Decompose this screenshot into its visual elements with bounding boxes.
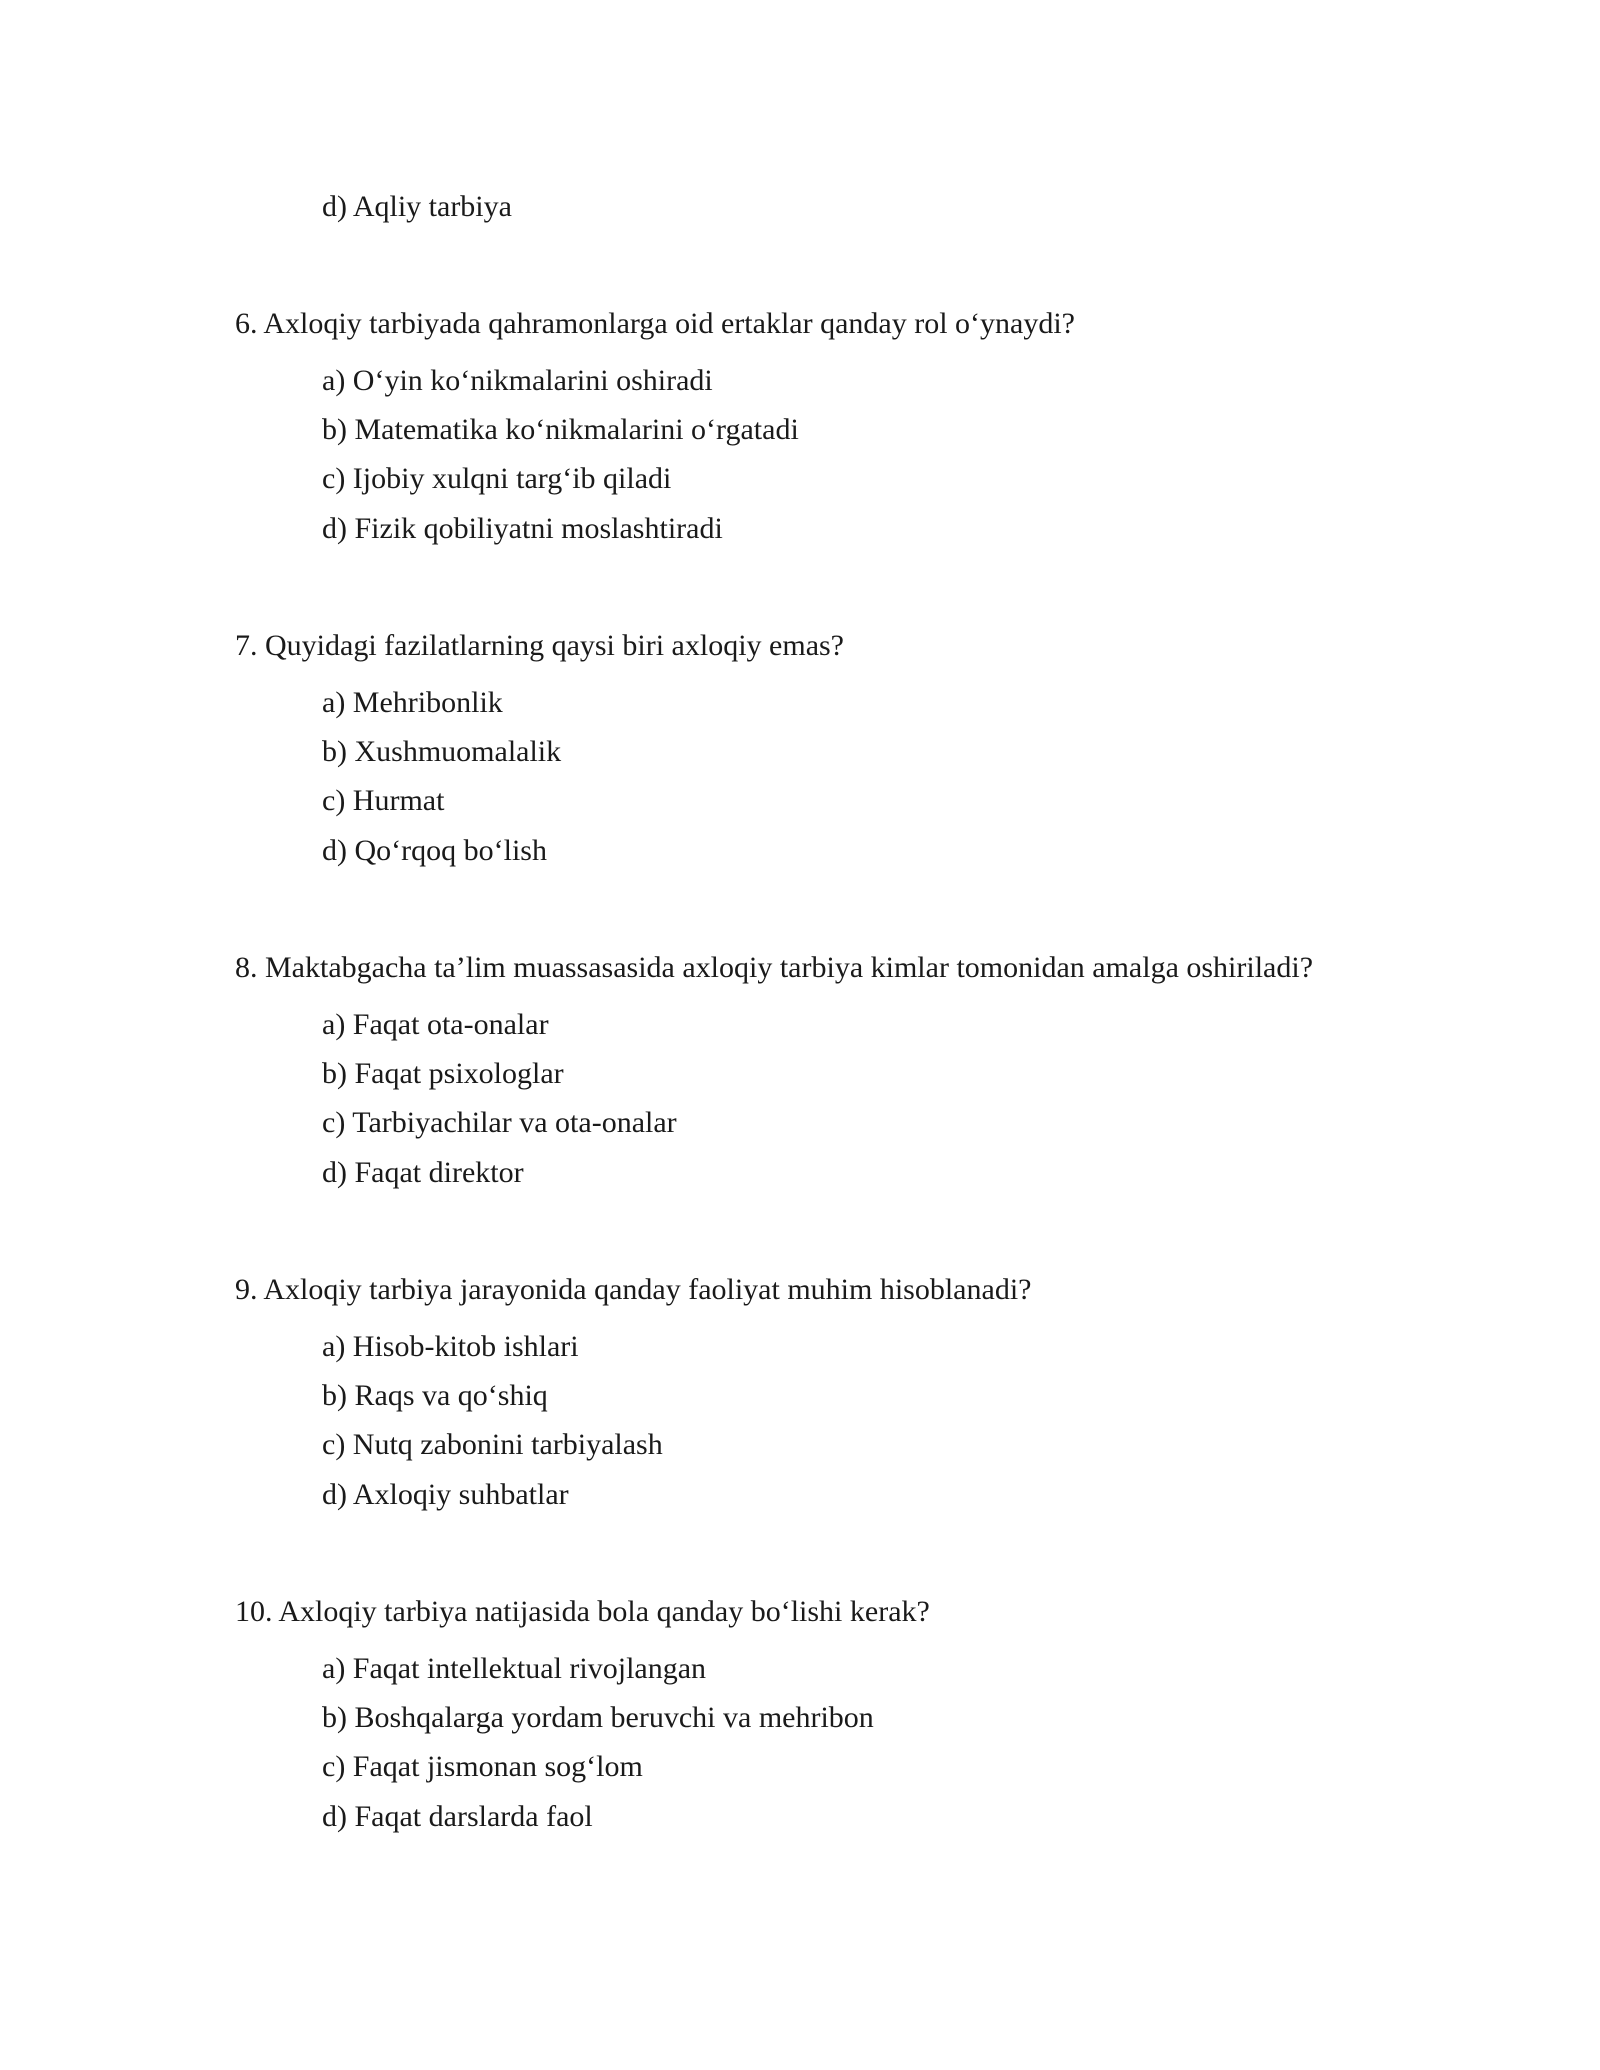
answer-option: d) Aqliy tarbiya: [322, 190, 512, 223]
question-text: 7. Quyidagi fazilatlarning qaysi biri axloqiy emas?: [235, 629, 844, 662]
answer-option: d) Axloqiy suhbatlar: [322, 1478, 569, 1511]
answer-option: c) Nutq zabonini tarbiyalash: [322, 1428, 663, 1461]
answer-option: a) Hisob-kitob ishlari: [322, 1330, 579, 1363]
answer-option: d) Fizik qobiliyatni moslashtiradi: [322, 512, 723, 545]
answer-option: a) Mehribonlik: [322, 686, 503, 719]
answer-option: a) Faqat ota-onalar: [322, 1008, 549, 1041]
question-text: 6. Axloqiy tarbiyada qahramonlarga oid ertaklar qanday rol o‘ynaydi?: [235, 307, 1075, 340]
answer-option: a) Faqat intellektual rivojlangan: [322, 1652, 707, 1685]
answer-option: d) Qo‘rqoq bo‘lish: [322, 834, 547, 867]
answer-option: b) Matematika ko‘nikmalarini o‘rgatadi: [322, 413, 799, 446]
question-text: 8. Maktabgacha ta’lim muassasasida axloqiy tarbiya kimlar tomonidan amalga oshiriladi?: [235, 951, 1314, 984]
answer-option: c) Hurmat: [322, 784, 445, 817]
question-text: 10. Axloqiy tarbiya natijasida bola qanday bo‘lishi kerak?: [235, 1595, 930, 1628]
answer-option: d) Faqat darslarda faol: [322, 1800, 593, 1833]
answer-option: b) Faqat psixologlar: [322, 1057, 564, 1090]
answer-option: a) O‘yin ko‘nikmalarini oshiradi: [322, 364, 713, 397]
answer-option: b) Boshqalarga yordam beruvchi va mehribon: [322, 1701, 874, 1734]
answer-option: b) Raqs va qo‘shiq: [322, 1379, 548, 1412]
answer-option: c) Ijobiy xulqni targ‘ib qiladi: [322, 462, 672, 495]
answer-option: c) Faqat jismonan sog‘lom: [322, 1750, 643, 1783]
answer-option: d) Faqat direktor: [322, 1156, 524, 1189]
answer-option: b) Xushmuomalalik: [322, 735, 562, 768]
answer-option: c) Tarbiyachilar va ota-onalar: [322, 1106, 677, 1139]
question-text: 9. Axloqiy tarbiya jarayonida qanday faoliyat muhim hisoblanadi?: [235, 1273, 1032, 1306]
